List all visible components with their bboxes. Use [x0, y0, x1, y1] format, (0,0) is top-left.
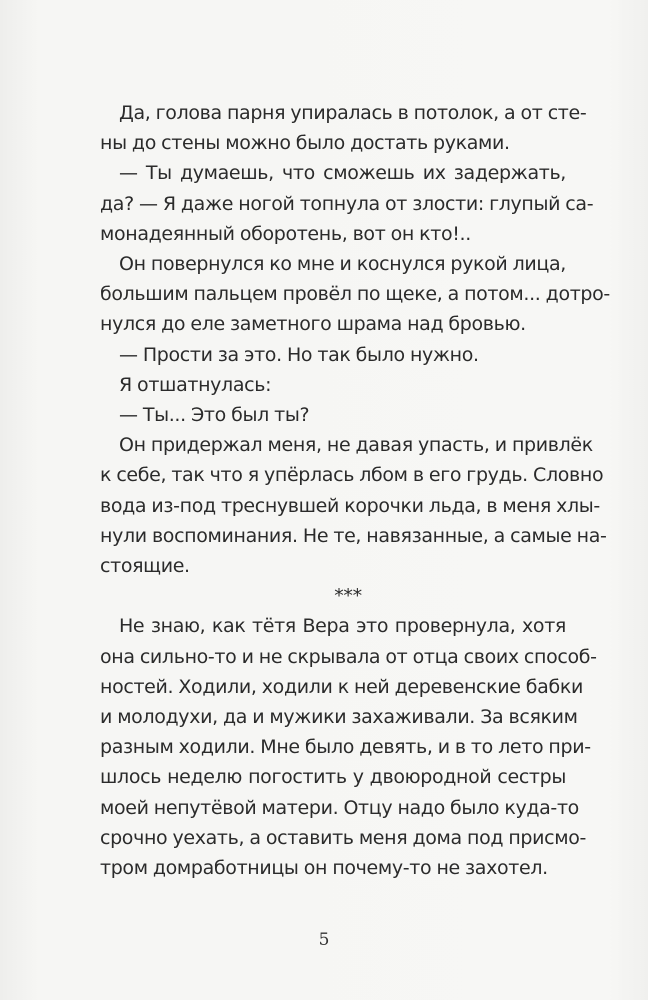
- body-text: [100, 98, 610, 883]
- text-line: Да, голова парня упиралась в потолок, а от сте-: [119, 102, 587, 124]
- text-line: вода из-под треснувшей корочки льда, в меня хлы-: [100, 494, 600, 517]
- text-line: моей непутёвой матери. Отцу надо было куда-то: [100, 796, 579, 819]
- text-line: она сильно-то и не скрывала от отца своих способ-: [100, 645, 597, 668]
- text-line: Не знаю, как тётя Вера это провернула, хотя: [119, 615, 566, 638]
- text-line: разным ходили. Мне было девять, и в то лето при-: [100, 736, 591, 759]
- text-line: — Прости за это. Но так было нужно.: [119, 343, 479, 366]
- text-line: Он придержал меня, не давая упасть, и привлёк: [119, 434, 593, 457]
- text-line: ностей. Ходили, ходили к ней деревенские бабки: [100, 675, 583, 698]
- text-line: монадеянный оборотень, вот он кто!..: [100, 222, 471, 245]
- text-line: нули воспоминания. Не те, навязанные, а самые на-: [100, 524, 607, 547]
- text-line: тром домработницы он почему-то не захотел.: [100, 857, 548, 880]
- text-line: Он повернулся ко мне и коснулся рукой лица,: [119, 253, 566, 276]
- text-line: ны до стены можно было достать руками.: [100, 132, 510, 155]
- text-line: стоящие.: [100, 555, 190, 578]
- text-line: — Ты думаешь, что сможешь их задержать,: [119, 162, 566, 185]
- text-line: нулся до еле заметного шрама над бровью.: [100, 313, 526, 336]
- section-separator: ***: [334, 585, 362, 608]
- text-line: и молодухи, да и мужики захаживали. За всяким: [100, 706, 578, 729]
- text-line: да? — Я даже ногой топнула от злости: глупый са-: [100, 192, 594, 215]
- page-number: 5: [318, 930, 330, 950]
- text-line: срочно уехать, а оставить меня дома под присмо-: [100, 826, 586, 849]
- text-line: Я отшатнулась:: [119, 373, 272, 396]
- text-line: к себе, так что я упёрлась лбом в его грудь. Словно: [100, 464, 604, 487]
- text-line: большим пальцем провёл по щеке, а потом... дотро-: [100, 283, 610, 306]
- text-line: шлось неделю погостить у двоюродной сестры: [100, 766, 566, 789]
- text-line: — Ты... Это был ты?: [119, 404, 310, 427]
